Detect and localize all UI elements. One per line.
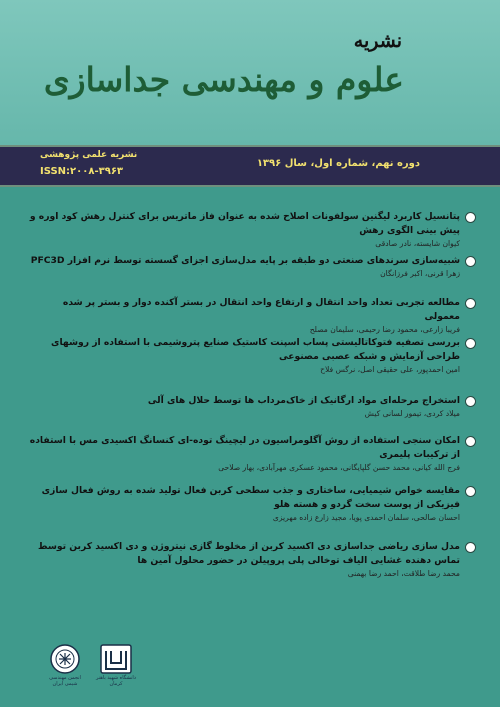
article-authors: امین احمدپور، علی حقیقی اصل، نرگس فلاح: [320, 365, 460, 374]
article-item[interactable]: [26, 484, 476, 524]
bullet-icon: [465, 396, 476, 407]
article-item[interactable]: [26, 210, 476, 250]
journal-issn: ISSN:۲۰۰۸-۳۹۶۳: [40, 166, 124, 177]
bullet-icon: [465, 338, 476, 349]
article-title: امکان سنجی استفاده از روش آگلومراسیون در لیچینگ توده-ای کنسانگ اکسیدی مس با استفاده از ترکیبات پلیمری: [29, 435, 460, 460]
article-title: بررسی تصفیه فتوکاتالیستی پساب اسپنت کاستیک صنایع پتروشیمی با استفاده از روشهای طراحی آزمایش و شبکه عصبی مصنوعی: [51, 337, 460, 362]
article-title: مطالعه تجربی تعداد واحد انتقال و ارتفاع واحد انتقال در بستر آکنده دوار و بستر پر شده معمولی: [62, 297, 460, 322]
article-title: پتانسیل کاربرد لیگنین سولفونات اصلاح شده به عنوان فاز ماتریس برای کنترل رهش کود اوره و پیش بینی الگوی رهش: [29, 211, 460, 236]
bullet-icon: [465, 298, 476, 309]
bullet-icon: [465, 542, 476, 553]
article-authors: زهرا قرنی، اکبر فرزانگان: [380, 269, 460, 278]
journal-grade: نشریه علمی پژوهشی: [40, 150, 138, 160]
article-authors: میلاد کردی، تیمور لسانی کیش: [364, 409, 460, 418]
cover-header: [0, 0, 500, 145]
article-item[interactable]: [26, 434, 476, 474]
university-label: دانشگاه شهید باهنر کرمان: [96, 675, 136, 687]
bullet-icon: [465, 256, 476, 267]
issue-info: دوره نهم، شماره اول، سال ۱۳۹۶: [256, 158, 420, 169]
issue-band: [0, 145, 500, 187]
article-title: شبیه‌سازی سرندهای صنعتی دو طبقه بر پایه مدل‌سازی اجزای گسسته توسط نرم افزار PFC3D: [30, 255, 460, 266]
chemical-engineering-society-label: انجمن مهندسی شیمی ایران: [49, 675, 81, 687]
journal-title: علوم و مهندسی جداسازی: [43, 60, 404, 99]
article-authors: محمد رضا طلاقت، احمد رضا بهمنی: [347, 569, 460, 578]
chemical-engineering-society-logo-icon: [45, 643, 85, 679]
university-logo-icon: [96, 643, 136, 679]
article-item[interactable]: [26, 394, 476, 420]
article-title: مدل سازی ریاضی جداسازی دی اکسید کربن از مخلوط گازی نیتروژن و دی اکسید کربن توسط تماس دهنده غشایی الیاف توخالی پلی پروپیلن در حضور محلول آمین ها: [38, 541, 460, 566]
journal-pre-title: نشریه: [353, 30, 402, 52]
article-authors: کیوان شایسته، نادر صادقی: [375, 239, 460, 248]
article-authors: احسان صالحی، سلمان احمدی پویا، مجید زارع زاده مهریزی: [272, 513, 460, 522]
bullet-icon: [465, 486, 476, 497]
bullet-icon: [465, 212, 476, 223]
article-title: مقایسه خواص شیمیایی، ساختاری و جذب سطحی کربن فعال تولید شده به روش فعال سازی فیزیکی از پوست سخت گردو و هسته هلو: [41, 485, 460, 510]
bullet-icon: [465, 436, 476, 447]
article-item[interactable]: [26, 540, 476, 580]
article-title: استخراج مرحله‌ای مواد ارگانیک از خاک‌مرداب ها توسط حلال های آلی: [147, 395, 460, 406]
article-authors: فریبا زارعی، محمود رضا رحیمی، سلیمان مصلح: [309, 325, 460, 334]
article-item[interactable]: [26, 254, 476, 280]
article-item[interactable]: [26, 336, 476, 376]
article-authors: فرج الله کیانی، محمد حسن گلپایگانی، محمود عسکری مهرآبادی، بهار صلاحی: [218, 463, 460, 472]
article-item[interactable]: [26, 296, 476, 336]
